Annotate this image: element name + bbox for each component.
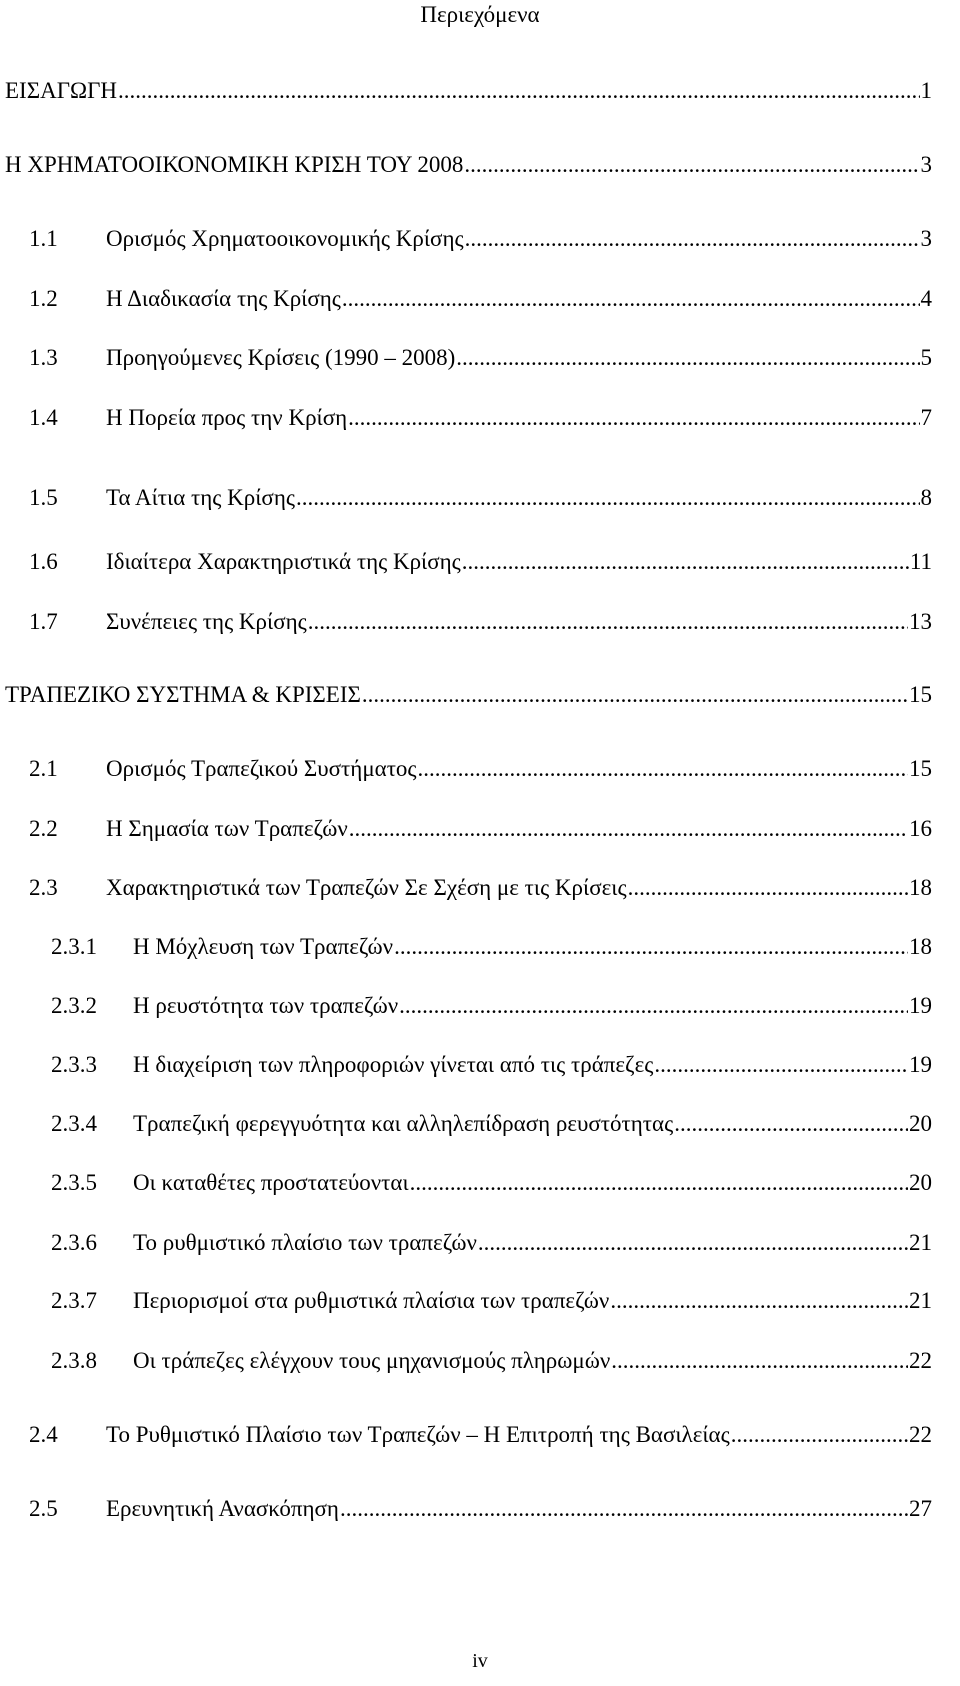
dot-leader [340,1494,908,1524]
toc-entry[interactable] [29,754,932,784]
dot-leader [628,873,908,903]
toc-entry-title: ΤΡΑΠΕΖΙΚΟ ΣΥΣΤΗΜΑ & ΚΡΙΣΕΙΣ [5,682,361,707]
toc-entry-title: Ορισμός Τραπεζικού Συστήματος [106,756,417,781]
toc-entry-page: 3 [920,226,932,251]
toc-entry-page: 20 [909,1111,932,1136]
toc-entry[interactable] [51,932,932,962]
toc-entry-page: 21 [909,1288,932,1313]
toc-entry-number: 2.3.8 [51,1348,97,1373]
toc-entry-title: Ορισμός Χρηματοοικονομικής Κρίσης [106,226,464,251]
dot-leader [418,754,908,784]
toc-entry[interactable] [29,607,932,637]
toc-entry-number: 1.4 [29,405,58,430]
dot-leader [394,932,908,962]
dot-leader [118,76,919,106]
toc-entry-title: Ερευνητική Ανασκόπηση [106,1496,339,1521]
toc-entry[interactable] [51,1109,932,1139]
toc-entry[interactable] [5,150,932,180]
toc-entry[interactable] [29,873,932,903]
toc-entry-title: Προηγούμενες Κρίσεις (1990 – 2008) [106,345,456,370]
toc-entry[interactable] [29,224,932,254]
toc-entry[interactable] [51,1168,932,1198]
dot-leader [349,814,908,844]
toc-entry[interactable] [51,991,932,1021]
toc-entry-number: 2.3.7 [51,1288,97,1313]
toc-entry[interactable] [51,1050,932,1080]
toc-entry-title: Η Πορεία προς την Κρίση [106,405,348,430]
toc-entry-title: Η Σημασία των Τραπεζών [106,816,348,841]
toc-entry-title: Το ρυθμιστικό πλαίσιο των τραπεζών [133,1230,477,1255]
toc-entry-title: Συνέπειες της Κρίσης [106,609,307,634]
toc-entry-number: 2.3.5 [51,1170,97,1195]
toc-entry-number: 1.6 [29,549,58,574]
toc-entry-page: 4 [920,286,932,311]
toc-entry-number: 2.5 [29,1496,58,1521]
toc-entry[interactable] [29,547,932,577]
toc-entry-page: 20 [909,1170,932,1195]
toc-entry[interactable] [29,814,932,844]
dot-leader [462,547,909,577]
dot-leader [674,1109,908,1139]
toc-entry-page: 19 [909,993,932,1018]
toc-entry-number: 1.3 [29,345,58,370]
toc-entry-number: 1.2 [29,286,58,311]
toc-entry-number: 1.7 [29,609,58,634]
dot-leader [654,1050,908,1080]
dot-leader [610,1286,908,1316]
toc-entry-page: 18 [909,934,932,959]
dot-leader [456,343,919,373]
toc-entry-title: Τα Αίτια της Κρίσης [106,485,295,510]
toc-entry-number: 2.3.6 [51,1230,97,1255]
toc-entry-page: 1 [920,78,932,103]
dot-leader [308,607,908,637]
dot-leader [362,680,908,710]
dot-leader [464,150,919,180]
toc-entry-page: 16 [909,816,932,841]
toc-entry-page: 19 [909,1052,932,1077]
toc-entry-title: ΕΙΣΑΓΩΓΗ [5,78,118,103]
toc-entry-title: Το Ρυθμιστικό Πλαίσιο των Τραπεζών – Η Επιτροπή της Βασιλείας [106,1422,730,1447]
dot-leader [410,1168,908,1198]
page-title: Περιεχόμενα [420,2,540,27]
toc-entry[interactable] [29,284,932,314]
toc-entry-page: 5 [920,345,932,370]
toc-entry-number: 2.1 [29,756,58,781]
toc-entry-number: 1.5 [29,485,58,510]
toc-entry[interactable] [51,1228,932,1258]
toc-entry-number: 2.3.4 [51,1111,97,1136]
toc-entry-title: Η ΧΡΗΜΑΤΟΟΙΚΟΝΟΜΙΚΗ ΚΡΙΣΗ ΤΟΥ 2008 [5,152,464,177]
toc-entry[interactable] [5,680,932,710]
dot-leader [342,284,920,314]
toc-entry-page: 27 [909,1496,932,1521]
toc-entry-page: 21 [909,1230,932,1255]
toc-entry-page: 22 [909,1422,932,1447]
toc-entry[interactable] [29,1494,932,1524]
dot-leader [348,403,919,433]
toc-entry-number: 2.3.2 [51,993,97,1018]
toc-entry[interactable] [29,403,932,433]
dot-leader [611,1346,908,1376]
dot-leader [399,991,908,1021]
toc-entry-number: 2.4 [29,1422,58,1447]
toc-entry-page: 11 [909,549,932,574]
toc-entry-page: 13 [909,609,932,634]
dot-leader [478,1228,908,1258]
toc-entry[interactable] [51,1286,932,1316]
dot-leader [296,483,920,513]
toc-entry-title: Περιορισμοί στα ρυθμιστικά πλαίσια των τραπεζών [133,1288,610,1313]
toc-entry[interactable] [29,1420,932,1450]
toc-entry-number: 2.3.1 [51,934,97,959]
toc-entry-number: 2.3.3 [51,1052,97,1077]
toc-entry[interactable] [29,343,932,373]
toc-entry-title: Ιδιαίτερα Χαρακτηριστικά της Κρίσης [106,549,461,574]
toc-entry-page: 22 [909,1348,932,1373]
toc-entry-title: Η Διαδικασία της Κρίσης [106,286,341,311]
toc-entry-title: Η Μόχλευση των Τραπεζών [133,934,394,959]
toc-entry-title: Τραπεζική φερεγγυότητα και αλληλεπίδραση ρευστότητας [133,1111,674,1136]
dot-leader [731,1420,908,1450]
toc-entry[interactable] [5,76,932,106]
toc-entry-title: Η διαχείριση των πληροφοριών γίνεται από τις τράπεζες [133,1052,654,1077]
toc-entry-number: 1.1 [29,226,58,251]
toc-entry[interactable] [51,1346,932,1376]
toc-entry-page: 8 [920,485,932,510]
dot-leader [465,224,920,254]
toc-entry-title: Χαρακτηριστικά των Τραπεζών Σε Σχέση με τις Κρίσεις [106,875,627,900]
toc-entry-title: Η ρευστότητα των τραπεζών [133,993,399,1018]
toc-entry-number: 2.3 [29,875,58,900]
toc-entry-page: 18 [909,875,932,900]
toc-entry-title: Οι καταθέτες προστατεύονται [133,1170,409,1195]
toc-entry[interactable] [29,483,932,513]
toc-entry-page: 7 [920,405,932,430]
toc-entry-page: 15 [909,682,932,707]
page-number: iv [472,1650,488,1672]
toc-entry-page: 3 [920,152,932,177]
toc-entry-number: 2.2 [29,816,58,841]
toc-entry-title: Οι τράπεζες ελέγχουν τους μηχανισμούς πληρωμών [133,1348,611,1373]
toc-entry-page: 15 [909,756,932,781]
